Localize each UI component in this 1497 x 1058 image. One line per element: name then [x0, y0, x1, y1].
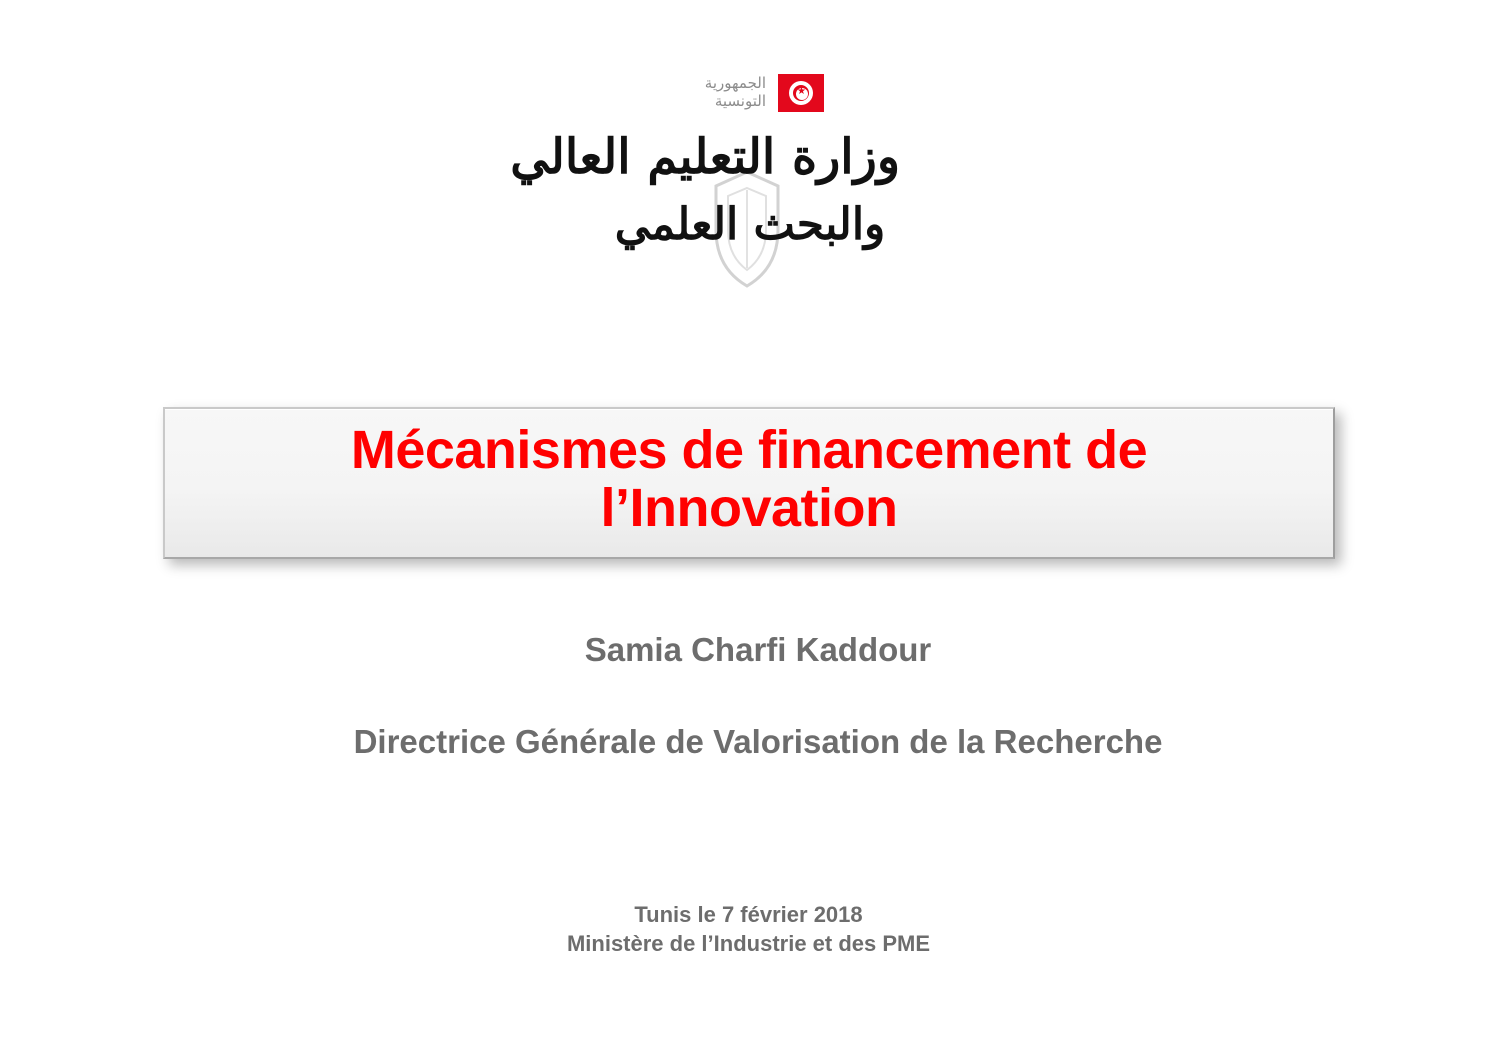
presenter-role: Directrice Générale de Valorisation de la Recherche: [353, 723, 1163, 760]
footer: [0, 900, 1497, 958]
title-line-2: l’Innovation: [600, 478, 898, 538]
ministry-logo: [510, 68, 900, 290]
tunisia-flag-icon: ★: [778, 74, 824, 112]
footer-venue: Ministère de l’Industrie et des PME: [566, 931, 931, 956]
title-box: [163, 407, 1335, 559]
ministry-name-line-2: والبحث العلمي: [614, 199, 886, 250]
title-line-1: Mécanismes de financement de: [350, 420, 1148, 480]
republic-label: الجمهورية التونسية: [704, 74, 766, 110]
footer-place-date: Tunis le 7 février 2018: [634, 902, 863, 927]
ministry-name-line-1: وزارة التعليم العالي: [510, 129, 900, 185]
presenter-name: Samia Charfi Kaddour: [584, 631, 932, 668]
republic-header: [688, 72, 824, 114]
slide-title: [165, 421, 1333, 537]
